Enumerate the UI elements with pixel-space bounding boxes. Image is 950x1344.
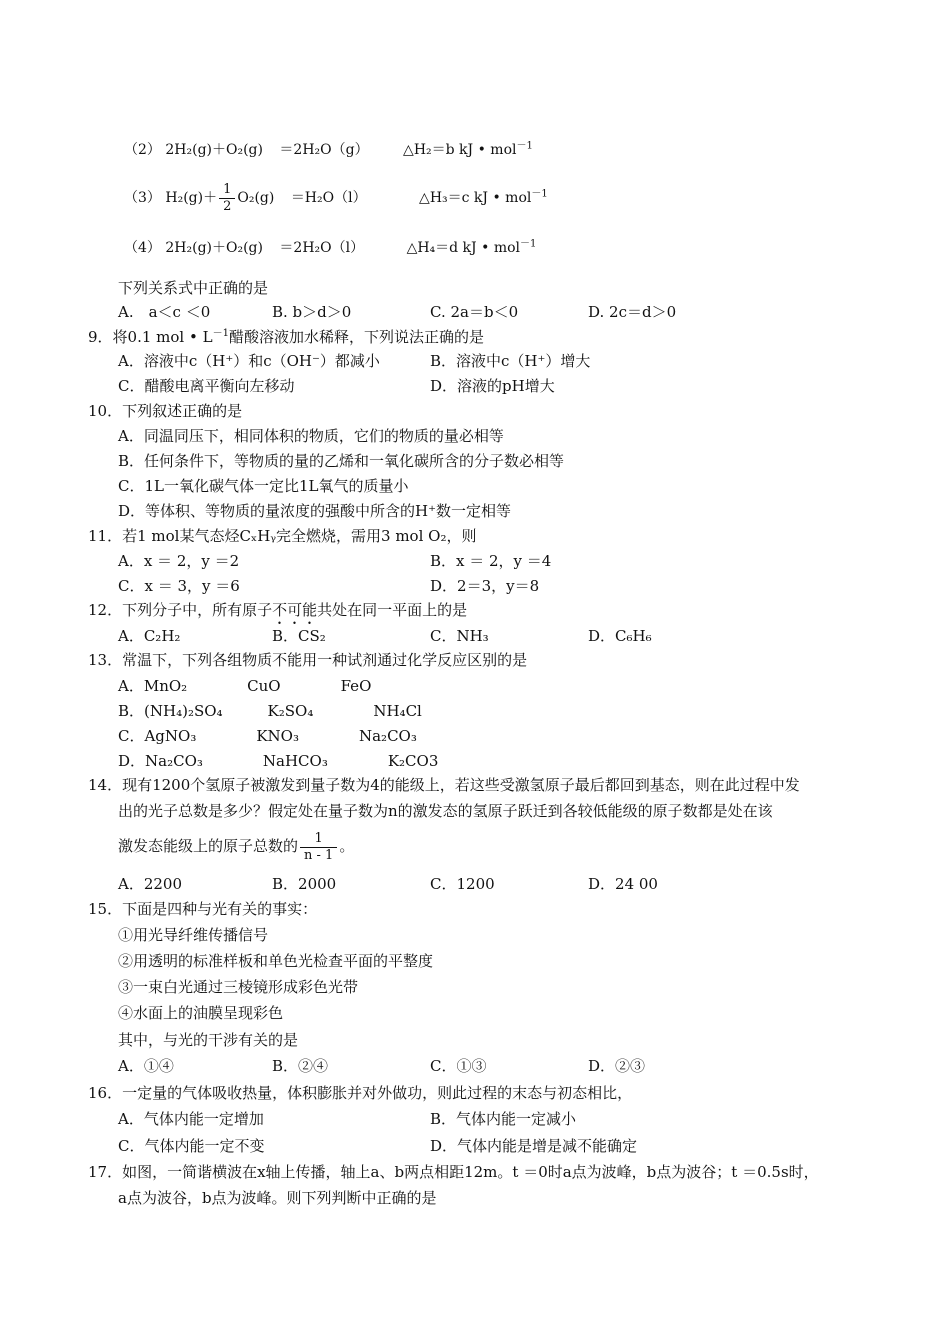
question-13-option-b: B．(NH₄)₂SO₄ K₂SO₄ NH₄Cl [118, 702, 422, 720]
question-15-option-c: C．①③ [430, 1057, 487, 1075]
question-16-option-d: D．气体内能是增是减不能确定 [430, 1137, 638, 1155]
enthalpy-change: △H₄＝d kJ • mol [406, 240, 520, 256]
question-15-question: 其中，与光的干涉有关的是 [118, 1031, 299, 1049]
stem-part: 9．将0.1 mol • L [88, 328, 213, 346]
question-15-stem: 15．下面是四种与光有关的事实： [88, 900, 318, 918]
question-10-option-c: C．1L一氧化碳气体一定比1L氧气的质量小 [118, 477, 409, 495]
fraction-one-half [219, 182, 235, 215]
question-15-option-b: B．②④ [272, 1057, 329, 1075]
question-13-option-c: C．AgNO₃ KNO₃ Na₂CO₃ [118, 727, 417, 745]
question-13-option-d: D．Na₂CO₃ NaHCO₃ K₂CO3 [118, 752, 439, 770]
question-14-line-2: 出的光子总数是多少？假定处在量子数为n的激发态的氢原子跃迁到各较低能级的原子数都是处在该 [118, 802, 773, 820]
question-14-option-d: D．24 00 [588, 875, 658, 893]
question-14-line-3 [118, 828, 354, 864]
equation-lhs: H₂(g)＋ [165, 190, 218, 206]
equation-index: （2） [124, 142, 161, 158]
question-12-option-c: C．NH₃ [430, 627, 489, 645]
question-15-option-d: D．②③ [588, 1057, 646, 1075]
question-13-option-a: A．MnO₂ CuO FeO [118, 677, 372, 695]
equation-4 [124, 238, 536, 258]
equation-index: （4） [124, 240, 161, 256]
equation-lhs: 2H₂(g)＋O₂(g) [165, 240, 263, 256]
question-11-option-c: C．x ＝ 3，y ＝6 [118, 577, 240, 595]
equation-rhs: ＝H₂O（l） [290, 190, 367, 206]
enthalpy-change: △H₃＝c kJ • mol [419, 190, 532, 206]
question-11-option-d: D．2＝3，y＝8 [430, 577, 540, 595]
equation-index: （3） [124, 190, 161, 206]
question-16-option-c: C．气体内能一定不变 [118, 1137, 265, 1155]
stem-part: 。 [339, 837, 355, 855]
question-16-option-b: B．气体内能一定减小 [430, 1110, 577, 1128]
question-15-fact-4: ④水面上的油膜呈现彩色 [118, 1004, 284, 1022]
fraction-one-over-n-minus-1 [300, 831, 337, 864]
fraction-numerator: 1 [219, 182, 235, 199]
equation-3 [124, 180, 548, 216]
question-10-stem: 10．下列叙述正确的是 [88, 402, 243, 420]
question-14-line-1: 14．现有1200个氢原子被激发到量子数为4的能级上，若这些受激氢原子最后都回到基态，则在此过程中发 [88, 776, 800, 794]
question-10-option-d: D．等体积、等物质的量浓度的强酸中所含的H⁺数一定相等 [118, 502, 512, 520]
equation-lhs-rest: O₂(g) [237, 190, 275, 206]
question-10-option-a: A．同温同压下，相同体积的物质，它们的物质的量必相等 [118, 427, 504, 445]
question-15-fact-2: ②用透明的标准样板和单色光检查平面的平整度 [118, 952, 434, 970]
fraction-numerator: 1 [300, 831, 337, 848]
question-14-option-a: A．2200 [118, 875, 183, 893]
question-8-option-b: B. b＞d＞0 [272, 303, 352, 321]
question-15-fact-3: ③一束白光通过三棱镜形成彩色光带 [118, 978, 359, 996]
stem-part: 共处在同一平面上的是 [317, 601, 468, 619]
question-10-option-b: B．任何条件下，等物质的量的乙烯和一氧化碳所含的分子数必相等 [118, 452, 565, 470]
question-15-option-a: A．①④ [118, 1057, 174, 1075]
question-12-option-a: A．C₂H₂ [118, 627, 181, 645]
question-17-line-1: 17．如图，一简谐横波在x轴上传播，轴上a、b两点相距12m。t ＝0时a点为波峰，b点为波谷；t ＝0.5s时， [88, 1163, 819, 1181]
stem-part: 激发态能级上的原子总数的 [118, 837, 299, 855]
unit-exponent: －1 [520, 238, 537, 250]
question-12-option-d: D．C₆H₆ [588, 627, 652, 645]
question-11-option-a: A．x ＝ 2，y ＝2 [118, 552, 240, 570]
question-16-stem: 16．一定量的气体吸收热量，体积膨胀并对外做功，则此过程的末态与初态相比， [88, 1084, 633, 1102]
stem-part: 醋酸溶液加水稀释，下列说法正确的是 [228, 328, 484, 346]
question-8-option-c: C. 2a＝b＜0 [430, 303, 519, 321]
unit-exponent: －1 [516, 140, 533, 152]
equation-rhs: ＝2H₂O（l） [279, 240, 365, 256]
question-8-option-a: A. a＜c ＜0 [118, 303, 211, 321]
fraction-denominator: n - 1 [304, 847, 334, 863]
question-9-option-d: D．溶液的pH增大 [430, 377, 555, 395]
question-9-option-c: C．醋酸电离平衡向左移动 [118, 377, 295, 395]
fraction-denominator: 2 [223, 198, 232, 214]
question-11-stem: 11．若1 mol某气态烃CₓHᵧ完全燃烧，需用3 mol O₂，则 [88, 527, 477, 545]
question-8-option-d: D. 2c＝d＞0 [588, 303, 677, 321]
question-9-stem [88, 327, 484, 347]
question-12-stem [88, 600, 467, 628]
emphasis-dotted-text: 不可能 [272, 601, 318, 619]
question-12-option-b: B．CS₂ [272, 627, 326, 645]
unit-exponent: －1 [531, 188, 548, 200]
question-14-option-b: B．2000 [272, 875, 337, 893]
question-17-line-2: a点为波谷，b点为波峰。则下列判断中正确的是 [118, 1189, 437, 1207]
question-14-option-c: C．1200 [430, 875, 495, 893]
question-9-option-a: A．溶液中c（H⁺）和c（OH⁻）都减小 [118, 352, 380, 370]
question-8-stem: 下列关系式中正确的是 [118, 279, 269, 297]
question-15-fact-1: ①用光导纤维传播信号 [118, 926, 269, 944]
stem-part: 12．下列分子中，所有原子 [88, 601, 273, 619]
equation-2 [124, 140, 533, 160]
enthalpy-change: △H₂＝b kJ • mol [403, 142, 517, 158]
question-13-stem: 13．常温下，下列各组物质不能用一种试剂通过化学反应区别的是 [88, 651, 528, 669]
equation-rhs: ＝2H₂O（g） [279, 142, 369, 158]
question-11-option-b: B．x ＝ 2，y ＝4 [430, 552, 552, 570]
question-9-option-b: B．溶液中c（H⁺）增大 [430, 352, 591, 370]
equation-lhs: 2H₂(g)＋O₂(g) [165, 142, 263, 158]
question-16-option-a: A．气体内能一定增加 [118, 1110, 264, 1128]
unit-exponent: －1 [212, 328, 229, 339]
